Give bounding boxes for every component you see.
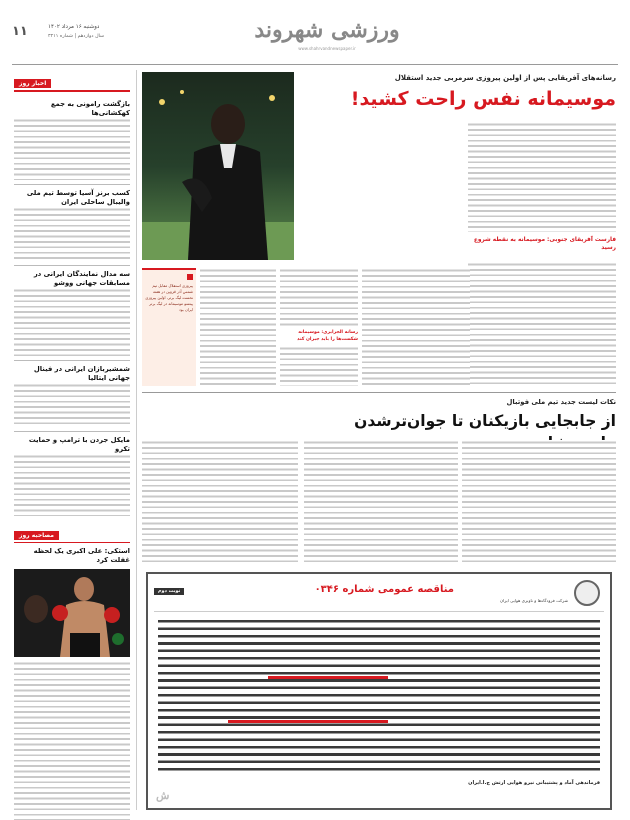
sidebar-item <box>14 365 130 427</box>
sidebar-item-body <box>14 454 130 516</box>
interview-section-tag: مصاحبه روز <box>14 531 59 540</box>
main-body-col4 <box>200 268 276 386</box>
masthead-divider <box>12 64 618 65</box>
logo-url: www.shahrvandnewspaper.ir <box>298 46 356 51</box>
caption-icon <box>187 274 193 280</box>
main-kicker: رسانه‌های آفریقایی پس از اولین پیروزی سرمربی جدید استقلال <box>394 74 616 82</box>
ad-highlight <box>228 720 388 723</box>
sidebar-divider <box>14 431 130 432</box>
sidebar-section-tag: اخبار روز <box>14 79 51 88</box>
sidebar-divider <box>14 265 130 266</box>
main-body-col3 <box>280 268 358 326</box>
sidebar-item-title: بازگشت رامونی به جمع کهکشانی‌ها <box>50 99 130 117</box>
sidebar-divider <box>14 360 130 361</box>
sidebar-item-body <box>14 288 130 356</box>
interview-tag-wrap <box>14 522 130 541</box>
main-subhead-1: فارست آفریقای جنوبی: موسیمانه به نقطه شروع رسید <box>473 237 616 251</box>
column-divider <box>136 70 137 810</box>
sidebar-item-body <box>14 207 130 261</box>
interview-top-rule <box>14 542 130 544</box>
interview-photo <box>14 569 130 657</box>
main-body-col2 <box>362 268 470 386</box>
interview-body <box>14 661 130 820</box>
story-divider <box>142 392 616 393</box>
main-photo <box>142 72 294 260</box>
ad-watermark-logo: ش <box>156 789 170 802</box>
sidebar-item-title: مایکل جردن با ترامپ و حمایت تکرو <box>28 435 130 453</box>
second-headline: از جابجایی بازیکنان تا جوان‌ترشدن <box>354 412 616 430</box>
sidebar <box>14 70 130 810</box>
fighter-illustration <box>14 569 130 657</box>
sidebar-item <box>14 189 130 261</box>
second-kicker: نکات لیست جدید تیم ملی فوتبال <box>506 398 616 406</box>
logo-text: ورزشی شهروند <box>254 17 400 43</box>
sidebar-item-body <box>14 118 130 180</box>
caption-text: پیروزی استقلال مقابل تیم شمس آذر قزوین در هفته نخست لیگ برتر، اولین پیروزی پیتسو موسیمانه در لیگ برتر ایران بود <box>145 283 193 312</box>
sidebar-item <box>14 436 130 516</box>
main-body-col3b <box>280 346 358 386</box>
sidebar-item <box>14 100 130 180</box>
sidebar-item-title: کسب برنز آسیا توسط تیم ملی والیبال ساحلی ایران <box>26 188 130 206</box>
main-lead-text <box>468 122 616 232</box>
sidebar-item <box>14 270 130 356</box>
sidebar-item-title: سه مدال نمایندگان ایرانی در مسابقات جهانی ووشو <box>33 269 130 287</box>
second-body-col3 <box>142 440 298 564</box>
interview-title: استکی: علی اکبری یک لحظه غفلت کرد <box>33 547 130 564</box>
sidebar-top-rule <box>14 90 130 92</box>
ad-emblem-icon <box>574 580 600 606</box>
date-line: دوشنبه ۱۶ مرداد ۱۴۰۲ <box>48 24 100 30</box>
ad-body <box>158 618 600 772</box>
sidebar-divider <box>14 184 130 185</box>
second-body-col1 <box>462 440 616 564</box>
sidebar-item-body <box>14 383 130 427</box>
page-number: ۱۱ <box>12 24 28 39</box>
issue-line: سال دوازدهم | شماره ۳۲۱۱ <box>48 34 105 39</box>
main-body-right <box>468 262 616 386</box>
tender-ad <box>146 572 612 810</box>
main-headline: موسیمانه نفس راحت کشید! <box>350 88 616 110</box>
ad-header <box>154 578 604 612</box>
ad-tag: نوبت دوم <box>154 588 184 595</box>
coach-illustration <box>142 72 294 260</box>
ad-org: شرکت فرودگاه‌ها و ناوبری هوایی ایران <box>499 598 568 603</box>
second-body-col2 <box>304 440 458 564</box>
masthead <box>12 14 618 64</box>
main-photo-caption <box>142 268 196 386</box>
sidebar-tag-wrap <box>14 70 130 89</box>
sidebar-item-title: شمشیربازان ایرانی در فینال جهانی ایتالیا <box>33 364 130 382</box>
ad-highlight <box>268 676 388 679</box>
ad-title: مناقصه عمومی شماره ۰۳۴۶ <box>314 584 454 595</box>
ad-footer: فرماندهی آماد و پشتیبانی نیرو هوایی ارتش ج.ا.ایران <box>468 780 600 786</box>
main-subhead-2: رسانه الجزایری: موسیمانه شکست‌ها را باید جبران کند <box>297 330 358 342</box>
logo <box>242 14 412 58</box>
